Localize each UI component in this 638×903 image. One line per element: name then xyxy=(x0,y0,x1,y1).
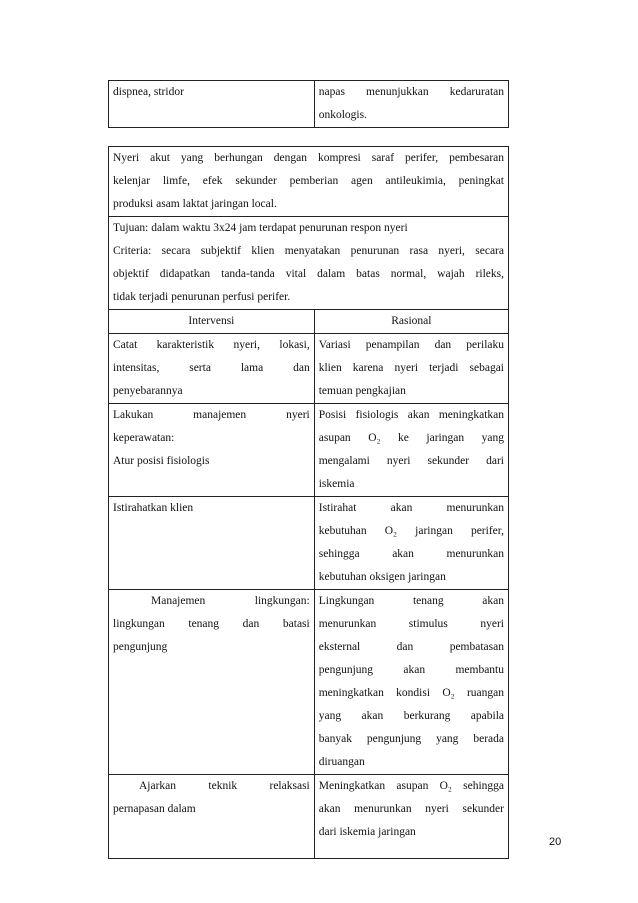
cell-line: diruangan xyxy=(318,756,365,768)
diagnosis-line: kelenjar limfe, efek sekunder pemberian agen antileukimia, peningkat xyxy=(113,175,504,187)
cell-line: Lingkungan tenang akan xyxy=(318,595,504,607)
table-row xyxy=(109,404,509,497)
table-row xyxy=(109,497,509,590)
cell-line: intensitas, serta lama dan xyxy=(113,362,310,374)
cell-line: Variasi penampilan dan perilaku xyxy=(318,339,504,351)
cell-line: Lakukan manajemen nyeri xyxy=(113,409,310,421)
diagnosis-cell xyxy=(109,147,509,217)
table-row xyxy=(109,775,509,859)
cell-line: mengalami nyeri sekunder dari xyxy=(318,455,504,467)
intervention-cell xyxy=(109,497,315,590)
criteria-line: Criteria: secara subjektif klien menyatakan penurunan rasa nyeri, secara xyxy=(113,245,504,257)
cell-line: pengunjung xyxy=(113,641,168,653)
cell-line: lingkungan tenang dan batasi xyxy=(113,618,310,630)
goal-cell xyxy=(109,217,509,310)
cell-line: eksternal dan pembatasan xyxy=(318,641,504,653)
cell-line: asupan O₂ ke jaringan yang xyxy=(318,432,504,444)
cell-line: Manajemen lingkungan: xyxy=(151,595,310,607)
intervention-cell xyxy=(109,404,315,497)
cell-line: pernapasan dalam xyxy=(113,803,196,815)
cell-line: napas menunjukkan kedaruratan xyxy=(318,86,504,98)
top-table-fragment xyxy=(108,80,509,128)
rationale-cell xyxy=(314,590,508,775)
criteria-line: tidak terjadi penurunan perfusi perifer. xyxy=(113,291,291,303)
cell-line: yang akan berkurang apabila xyxy=(318,710,504,722)
rationale-cell xyxy=(314,775,508,859)
cell-line: meningkatkan kondisi O₂ ruangan xyxy=(318,687,504,699)
criteria-line: objektif didapatkan tanda-tanda vital dalam batas normal, wajah rileks, xyxy=(113,268,504,280)
intervention-cell xyxy=(109,81,315,128)
nursing-care-table xyxy=(108,146,509,859)
goal-row xyxy=(109,217,509,310)
page-number: 20 xyxy=(549,836,562,848)
cell-line: kebutuhan oksigen jaringan xyxy=(318,571,446,583)
cell-line: pengunjung akan membantu xyxy=(318,664,504,676)
cell-line: dari iskemia jaringan xyxy=(318,826,416,838)
cell-line: keperawatan: xyxy=(113,432,175,444)
goal-line: Tujuan: dalam waktu 3x24 jam terdapat penurunan respon nyeri xyxy=(113,222,408,234)
cell-line: Istirahat akan menurunkan xyxy=(318,502,504,514)
header-row xyxy=(109,310,509,334)
header-intervensi: Intervensi xyxy=(109,310,315,334)
diagnosis-line: Nyeri akut yang berhungan dengan kompresi saraf perifer, pembesaran xyxy=(113,152,504,164)
cell-line: Ajarkan teknik relaksasi xyxy=(139,780,310,792)
table-row xyxy=(109,81,509,128)
cell-line: sehingga akan menurunkan xyxy=(318,548,504,560)
cell-line: Meningkatkan asupan O₂ sehingga xyxy=(318,780,504,792)
header-rasional: Rasional xyxy=(314,310,508,334)
intervention-cell xyxy=(109,334,315,404)
diagnosis-line: produksi asam laktat jaringan local. xyxy=(113,198,277,210)
cell-line: akan menurunkan nyeri sekunder xyxy=(318,803,504,815)
intervention-cell xyxy=(109,775,315,859)
cell-line: Atur posisi fisiologis xyxy=(113,455,210,467)
cell-line: penyebarannya xyxy=(113,385,183,397)
table-row xyxy=(109,334,509,404)
rationale-cell xyxy=(314,334,508,404)
table-row xyxy=(109,590,509,775)
cell-line: klien karena nyeri terjadi sebagai xyxy=(318,362,504,374)
cell-line: Istirahatkan klien xyxy=(113,502,194,514)
cell-line: temuan pengkajian xyxy=(318,385,406,397)
cell-line: dispnea, stridor xyxy=(113,86,184,98)
cell-line: kebutuhan O₂ jaringan perifer, xyxy=(318,525,504,537)
cell-line: iskemia xyxy=(318,478,355,490)
cell-line: onkologis. xyxy=(318,109,367,121)
cell-line: Catat karakteristik nyeri, lokasi, xyxy=(113,339,310,351)
rationale-cell xyxy=(314,497,508,590)
rationale-cell xyxy=(314,81,508,128)
cell-line: Posisi fisiologis akan meningkatkan xyxy=(318,409,504,421)
cell-line: menurunkan stimulus nyeri xyxy=(318,618,504,630)
rationale-cell xyxy=(314,404,508,497)
diagnosis-row xyxy=(109,147,509,217)
cell-line: banyak pengunjung yang berada xyxy=(318,733,504,745)
intervention-cell xyxy=(109,590,315,775)
